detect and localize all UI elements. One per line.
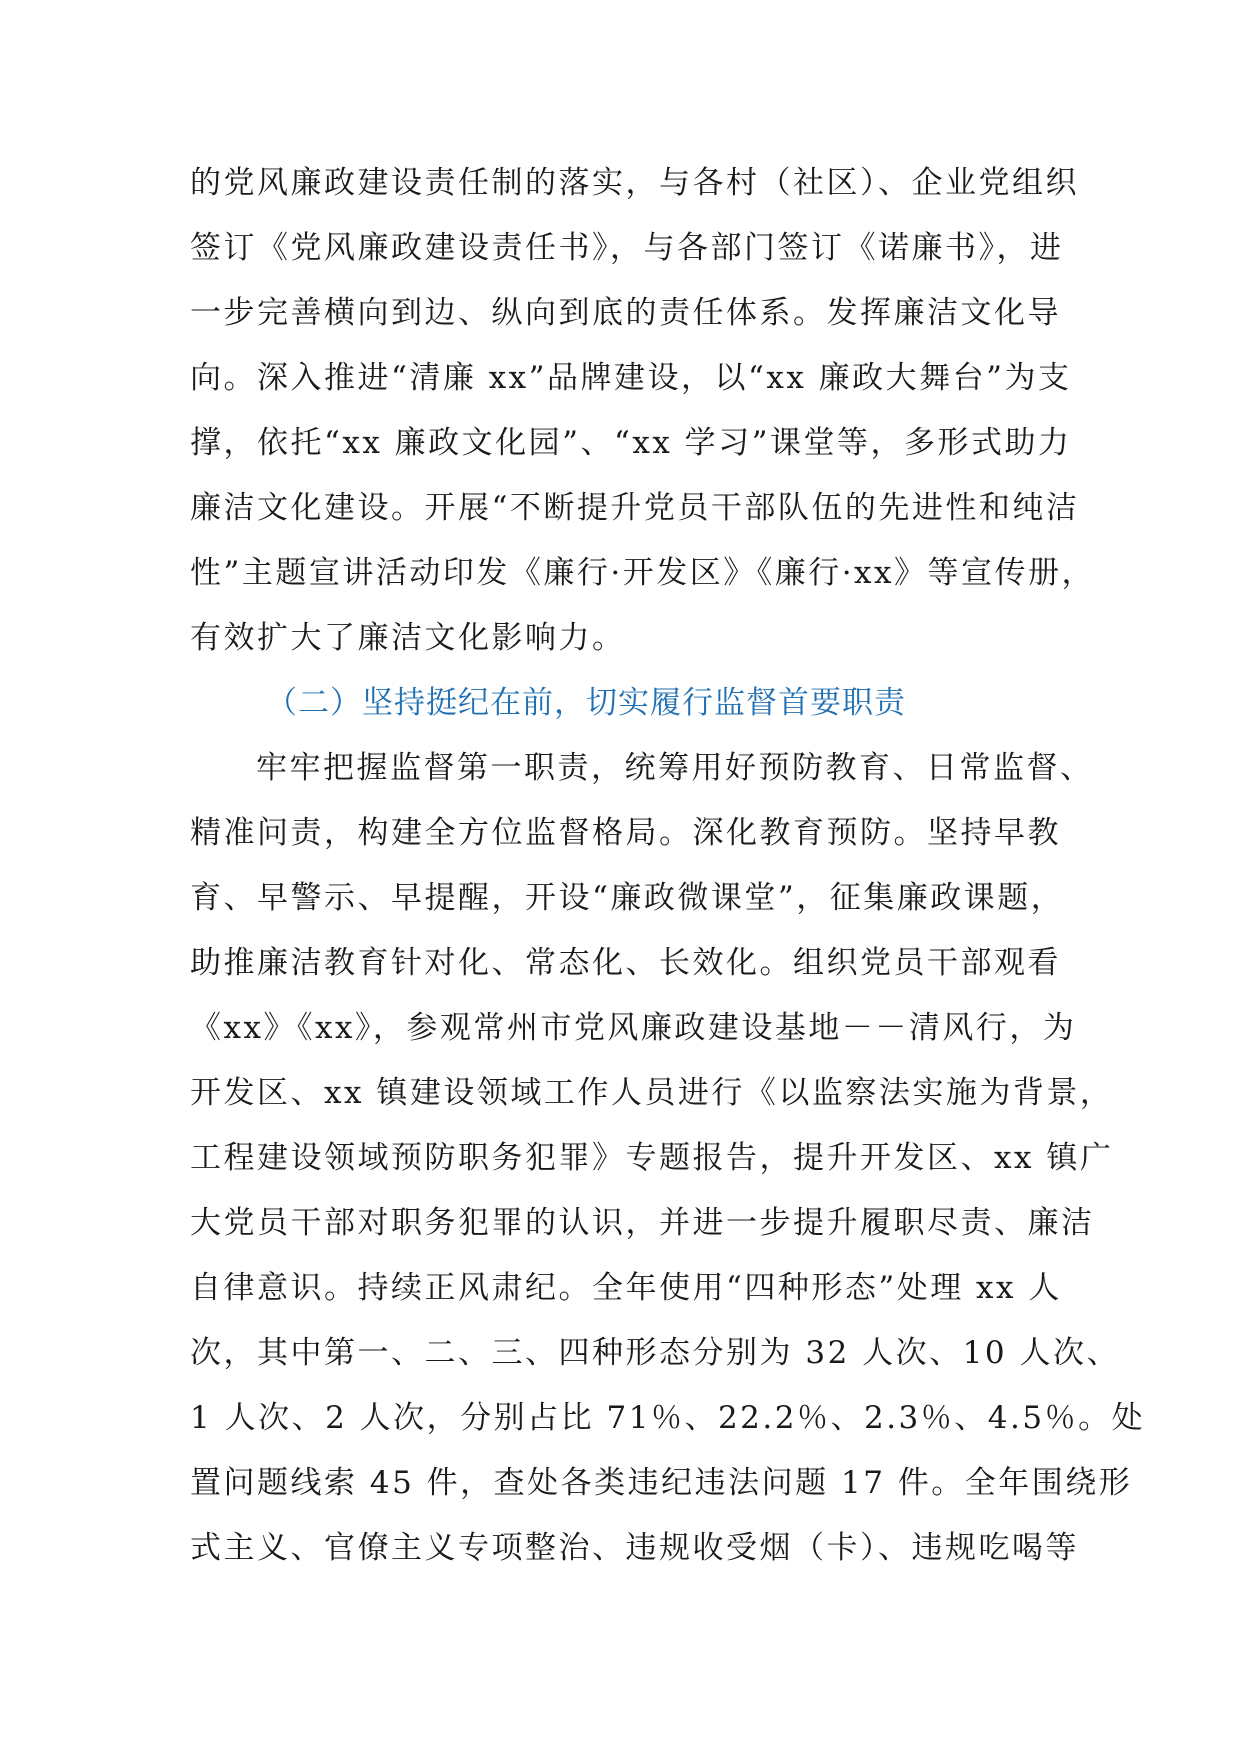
paragraph-line: 撑，依托“xx 廉政文化园”、“xx 学习”课堂等，多形式助力 bbox=[190, 425, 1072, 461]
paragraph-line: 育、早警示、早提醒，开设“廉政微课堂”，征集廉政课题， bbox=[190, 880, 1065, 916]
paragraph-line: 置问题线索 45 件，查处各类违纪违法问题 17 件。全年围绕形 bbox=[190, 1465, 1133, 1501]
paragraph-line: 式主义、官僚主义专项整治、违规收受烟（卡）、违规吃喝等 bbox=[190, 1530, 1079, 1566]
paragraph-line: 工程建设领域预防职务犯罪》专题报告，提升开发区、xx 镇广 bbox=[190, 1140, 1114, 1176]
paragraph-line: 助推廉洁教育针对化、常态化、长效化。组织党员干部观看 bbox=[190, 945, 1061, 981]
paragraph-line: 开发区、xx 镇建设领域工作人员进行《以监察法实施为背景， bbox=[190, 1075, 1114, 1111]
section-heading: （二）坚持挺纪在前，切实履行监督首要职责 bbox=[266, 685, 906, 721]
paragraph-line: 1 人次、2 人次，分别占比 71％、22.2％、2.3％、4.5％。处 bbox=[190, 1400, 1146, 1436]
paragraph-line: 次，其中第一、二、三、四种形态分别为 32 人次、10 人次、 bbox=[190, 1335, 1120, 1371]
paragraph-line: 向。深入推进“清廉 xx”品牌建设，以“xx 廉政大舞台”为支 bbox=[190, 360, 1072, 396]
paragraph-line: 自律意识。持续正风肃纪。全年使用“四种形态”处理 xx 人 bbox=[190, 1270, 1062, 1306]
paragraph-line: 大党员干部对职务犯罪的认识，并进一步提升履职尽责、廉洁 bbox=[190, 1205, 1095, 1241]
paragraph-line: 签订《党风廉政建设责任书》，与各部门签订《诺廉书》，进 bbox=[190, 230, 1064, 266]
paragraph-line: 有效扩大了廉洁文化影响力。 bbox=[190, 620, 626, 656]
paragraph-line: 的党风廉政建设责任制的落实，与各村（社区）、企业党组织 bbox=[190, 165, 1079, 201]
paragraph-line: 一步完善横向到边、纵向到底的责任体系。发挥廉洁文化导 bbox=[190, 295, 1061, 331]
paragraph-line: 廉洁文化建设。开展“不断提升党员干部队伍的先进性和纯洁 bbox=[190, 490, 1080, 526]
paragraph-line: 牢牢把握监督第一职责，统筹用好预防教育、日常监督、 bbox=[256, 750, 1094, 786]
paragraph-line: 《xx》《xx》，参观常州市党风廉政建设基地－－清风行，为 bbox=[190, 1010, 1077, 1046]
paragraph-line: 精准问责，构建全方位监督格局。深化教育预防。坚持早教 bbox=[190, 815, 1061, 851]
paragraph-line: 性”主题宣讲活动印发《廉行·开发区》《廉行·xx》等宣传册， bbox=[190, 555, 1096, 591]
